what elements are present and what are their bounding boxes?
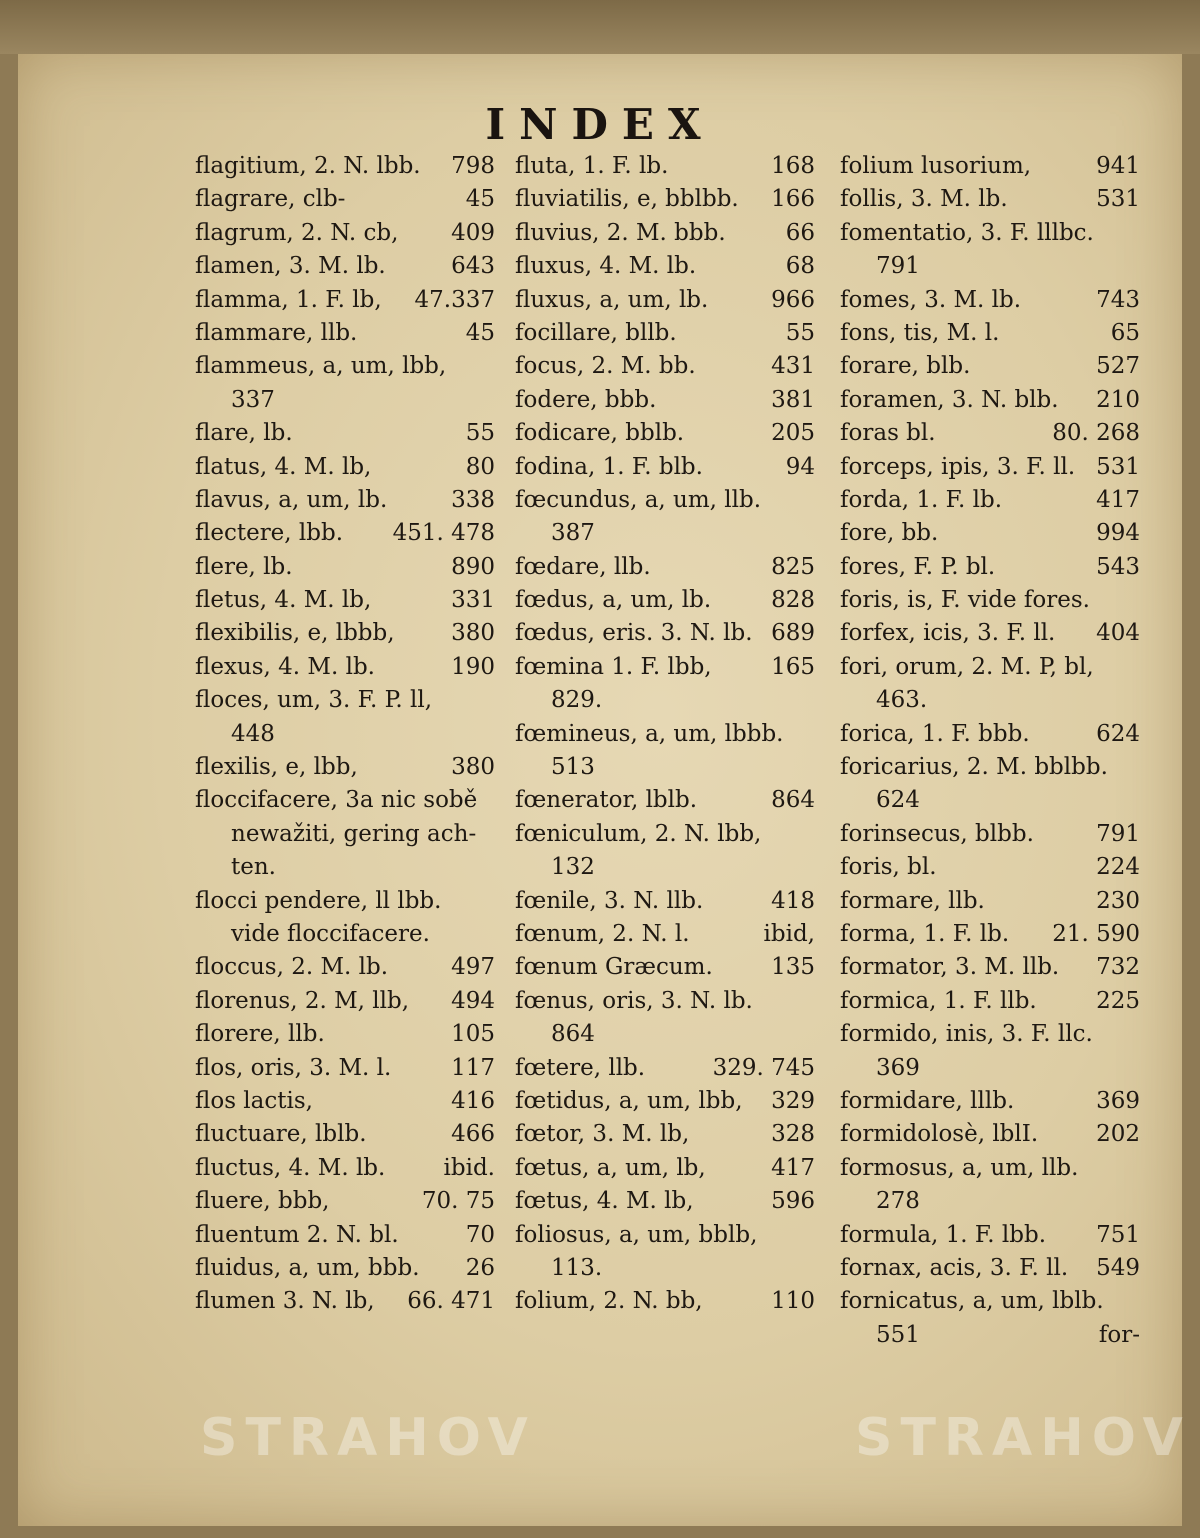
index-term: formidolosè, lblI.: [840, 1121, 1039, 1148]
index-page-ref: 168: [771, 153, 815, 179]
index-term: formare, llb.: [840, 887, 985, 914]
index-page-ref: 417: [771, 1154, 815, 1181]
index-term: fletus, 4. M. lb,: [195, 587, 372, 614]
index-term: flere, lb.: [195, 553, 293, 580]
index-entry: [840, 250, 1140, 283]
index-entry: [840, 183, 1140, 216]
index-entry: [515, 1185, 815, 1218]
index-page-ref: 864: [771, 787, 815, 814]
index-term: flexus, 4. M. lb.: [195, 653, 375, 680]
index-entry: [840, 284, 1140, 317]
index-term: forica, 1. F. bbb.: [840, 720, 1030, 747]
index-term: forfex, icis, 3. F. ll.: [840, 620, 1056, 647]
index-entry: [840, 1152, 1140, 1185]
index-entry: [840, 718, 1140, 751]
index-term: florere, llb.: [195, 1021, 325, 1048]
index-page-ref: 596: [771, 1188, 815, 1215]
index-term: fomes, 3. M. lb.: [840, 286, 1022, 313]
index-page-ref: 381: [771, 386, 815, 413]
index-term: fœdus, eris. 3. N. lb.: [515, 620, 753, 647]
index-page-ref: 70: [465, 1221, 495, 1248]
index-term: 369: [876, 1054, 920, 1081]
page-heading: INDEX: [485, 100, 715, 149]
index-term: 829.: [551, 687, 603, 714]
index-term: flagrare, clb-: [195, 186, 346, 213]
index-entry: [195, 417, 495, 450]
index-page-ref: 404: [1096, 620, 1140, 647]
index-term: fons, tis, M. l.: [840, 319, 1000, 346]
index-term: formosus, a, um, llb.: [840, 1154, 1079, 1181]
index-page-ref: 494: [451, 987, 495, 1014]
index-entry: [840, 1018, 1140, 1051]
index-term: forceps, ipis, 3. F. ll.: [840, 453, 1076, 480]
index-page-ref: 890: [451, 553, 495, 580]
index-column-1: [195, 150, 495, 1319]
index-entry: [195, 1118, 495, 1151]
index-term: formica, 1. F. llb.: [840, 987, 1037, 1014]
index-entry: [195, 1018, 495, 1051]
index-page-ref: 497: [451, 954, 495, 981]
index-page-ref: 166: [771, 186, 815, 213]
index-term: fodere, bbb.: [515, 386, 657, 413]
index-term: fluxus, a, um, lb.: [515, 286, 709, 313]
index-page-ref: 751: [1096, 1221, 1140, 1248]
index-entry: [840, 517, 1140, 550]
index-page-ref: 941: [1096, 153, 1140, 179]
index-term: fodina, 1. F. blb.: [515, 453, 703, 480]
watermark-left: STRAHOV: [200, 1408, 536, 1468]
index-entry: [840, 1285, 1140, 1318]
index-term: 337: [231, 386, 275, 413]
index-page-ref: 210: [1096, 386, 1140, 413]
index-page-ref: 643: [451, 253, 495, 280]
index-page-ref: 331: [451, 587, 495, 614]
index-term: fornax, acis, 3. F. ll.: [840, 1254, 1069, 1281]
index-page-ref: 45: [465, 186, 495, 213]
index-page-ref: 380: [451, 620, 495, 647]
index-term: fluxus, 4. M. lb.: [515, 253, 697, 280]
index-page-ref: 328: [771, 1121, 815, 1148]
index-page-ref: 417: [1096, 486, 1140, 513]
index-term: flos, oris, 3. M. l.: [195, 1054, 392, 1081]
index-entry: [195, 384, 495, 417]
index-term: 113.: [551, 1254, 603, 1281]
index-entry: [515, 150, 815, 183]
index-term: focillare, bllb.: [515, 319, 677, 346]
index-term: fluvius, 2. M. bbb.: [515, 219, 726, 246]
index-entry: [840, 551, 1140, 584]
index-entry: [515, 818, 815, 851]
index-page-ref: 994: [1096, 520, 1140, 547]
index-entry: [515, 651, 815, 684]
index-page-ref: 409: [451, 219, 495, 246]
index-term: folium lusorium,: [840, 153, 1032, 179]
index-entry: [195, 851, 495, 884]
index-entry: [840, 1052, 1140, 1085]
index-entry: [840, 384, 1140, 417]
index-page-ref: 549: [1096, 1254, 1140, 1281]
index-entry: [840, 417, 1140, 450]
index-entry: [195, 150, 495, 183]
index-term: fœnus, oris, 3. N. lb.: [515, 987, 753, 1014]
index-page-ref: 80: [465, 453, 495, 480]
index-term: flocci pendere, ll lbb.: [195, 887, 442, 914]
index-entry: [515, 451, 815, 484]
index-page-ref: 380: [451, 754, 495, 781]
index-entry: [195, 1185, 495, 1218]
index-term: focus, 2. M. bb.: [515, 353, 696, 380]
index-term: flos lactis,: [195, 1087, 313, 1114]
index-page-ref: 624: [1096, 720, 1140, 747]
index-term: florenus, 2. M, llb,: [195, 987, 410, 1014]
index-entry: [840, 584, 1140, 617]
index-term: floces, um, 3. F. P. ll,: [195, 687, 433, 714]
index-entry: [840, 751, 1140, 784]
index-page-ref: 55: [785, 319, 815, 346]
index-term: flexilis, e, lbb,: [195, 754, 358, 781]
index-entry: [515, 217, 815, 250]
index-page-ref: 205: [771, 420, 815, 447]
index-entry: [195, 617, 495, 650]
index-page-ref: 338: [451, 486, 495, 513]
index-term: fœniculum, 2. N. lbb,: [515, 820, 762, 847]
index-term: folium, 2. N. bb,: [515, 1288, 703, 1315]
index-term: fœnerator, lblb.: [515, 787, 698, 814]
index-entry: [515, 918, 815, 951]
index-term: forare, blb.: [840, 353, 971, 380]
index-entry: [195, 985, 495, 1018]
index-page-ref: 225: [1096, 987, 1140, 1014]
index-entry: [195, 484, 495, 517]
index-entry: [840, 684, 1140, 717]
index-page-ref: 66: [785, 219, 815, 246]
index-term: foris, bl.: [840, 854, 937, 881]
index-term: vide floccifacere.: [231, 920, 430, 947]
index-term: fœcundus, a, um, llb.: [515, 486, 762, 513]
index-term: foliosus, a, um, bblb,: [515, 1221, 758, 1248]
index-term: newažiti, gering ach-: [231, 820, 477, 847]
index-page-ref: 224: [1096, 854, 1140, 881]
index-entry: [840, 985, 1140, 1018]
index-term: 463.: [876, 687, 928, 714]
index-page-ref: for-: [1098, 1321, 1140, 1348]
index-term: flare, lb.: [195, 420, 293, 447]
index-entry: [840, 1252, 1140, 1285]
index-term: formido, inis, 3. F. llc.: [840, 1021, 1093, 1048]
index-term: flexibilis, e, lbbb,: [195, 620, 395, 647]
index-page-ref: 26: [465, 1254, 495, 1281]
index-entry: [840, 885, 1140, 918]
index-page-ref: 47.337: [414, 286, 495, 313]
index-page-ref: 68: [785, 253, 815, 280]
watermark-right: STRAHOV: [855, 1408, 1191, 1468]
index-entry: [515, 284, 815, 317]
index-entry: [195, 584, 495, 617]
index-term: follis, 3. M. lb.: [840, 186, 1008, 213]
index-page-ref: 418: [771, 887, 815, 914]
index-term: fœmina 1. F. lbb,: [515, 653, 712, 680]
index-entry: [515, 417, 815, 450]
index-term: flagitium, 2. N. lbb.: [195, 153, 421, 179]
index-term: fluere, bbb,: [195, 1188, 330, 1215]
index-entry: [515, 851, 815, 884]
index-entry: [840, 617, 1140, 650]
index-term: flammare, llb.: [195, 319, 358, 346]
index-term: flatus, 4. M. lb,: [195, 453, 372, 480]
index-term: 132: [551, 854, 595, 881]
index-entry: [515, 885, 815, 918]
index-entry: [195, 1052, 495, 1085]
index-term: forma, 1. F. lb.: [840, 920, 1010, 947]
index-entry: [195, 551, 495, 584]
index-entry: [515, 985, 815, 1018]
index-entry: [195, 1152, 495, 1185]
index-entry: [515, 551, 815, 584]
index-term: formula, 1. F. lbb.: [840, 1221, 1047, 1248]
index-term: floccifacere, 3a nic sobě: [195, 787, 478, 814]
index-entry: [840, 317, 1140, 350]
index-term: foramen, 3. N. blb.: [840, 386, 1059, 413]
index-term: flagrum, 2. N. cb,: [195, 219, 399, 246]
index-entry: [840, 818, 1140, 851]
index-entry: [840, 851, 1140, 884]
index-term: foras bl.: [840, 420, 936, 447]
index-term: flammeus, a, um, lbb,: [195, 353, 447, 380]
index-entry: [840, 1085, 1140, 1118]
index-page-ref: 416: [451, 1087, 495, 1114]
index-page-ref: 66. 471: [407, 1288, 495, 1315]
index-page-ref: 135: [771, 954, 815, 981]
index-page-ref: 165: [771, 653, 815, 680]
index-entry: [195, 918, 495, 951]
index-page-ref: 527: [1096, 353, 1140, 380]
index-entry: [515, 350, 815, 383]
index-entry: [515, 1052, 815, 1085]
index-page-ref: ibid.: [443, 1154, 495, 1181]
index-term: fores, F. P. bl.: [840, 553, 996, 580]
index-term: forda, 1. F. lb.: [840, 486, 1003, 513]
index-page-ref: 369: [1096, 1087, 1140, 1114]
index-term: fœtidus, a, um, lbb,: [515, 1087, 743, 1114]
index-entry: [515, 384, 815, 417]
index-term: fluctuare, lblb.: [195, 1121, 367, 1148]
index-term: floccus, 2. M. lb.: [195, 954, 389, 981]
index-term: 513: [551, 754, 595, 781]
index-page-ref: 80. 268: [1052, 420, 1140, 447]
index-entry: [840, 951, 1140, 984]
index-term: fœnum, 2. N. l.: [515, 920, 690, 947]
index-entry: [195, 350, 495, 383]
index-term: fœnile, 3. N. llb.: [515, 887, 704, 914]
index-entry: [195, 183, 495, 216]
index-entry: [840, 1185, 1140, 1218]
index-entry: [840, 350, 1140, 383]
index-term: fluctus, 4. M. lb.: [195, 1154, 386, 1181]
index-page-ref: 451. 478: [392, 520, 495, 547]
index-entry: [515, 584, 815, 617]
index-entry: [515, 784, 815, 817]
index-page-ref: 431: [771, 353, 815, 380]
index-page-ref: ibid,: [763, 920, 815, 947]
index-entry: [515, 951, 815, 984]
index-entry: [515, 250, 815, 283]
index-entry: [515, 1252, 815, 1285]
index-term: fœtus, 4. M. lb,: [515, 1188, 694, 1215]
index-term: foricarius, 2. M. bblbb.: [840, 754, 1108, 781]
index-entry: [195, 317, 495, 350]
index-term: fœtere, llb.: [515, 1054, 646, 1081]
index-term: fœdare, llb.: [515, 553, 651, 580]
index-entry: [195, 1085, 495, 1118]
index-entry: [840, 784, 1140, 817]
index-entry: [195, 1252, 495, 1285]
index-term: 791: [876, 253, 920, 280]
index-page-ref: 190: [451, 653, 495, 680]
index-page-ref: 94: [785, 453, 815, 480]
index-entry: [195, 718, 495, 751]
index-entry: [515, 517, 815, 550]
index-term: flumen 3. N. lb,: [195, 1288, 375, 1315]
index-term: fluentum 2. N. bl.: [195, 1221, 399, 1248]
index-entry: [195, 217, 495, 250]
index-entry: [515, 1085, 815, 1118]
index-term: fœnum Græcum.: [515, 954, 713, 981]
index-entry: [515, 684, 815, 717]
index-entry: [515, 484, 815, 517]
index-entry: [195, 250, 495, 283]
index-entry: [195, 1285, 495, 1318]
index-page-ref: 825: [771, 553, 815, 580]
index-term: 624: [876, 787, 920, 814]
index-term: flamma, 1. F. lb,: [195, 286, 382, 313]
index-entry: [840, 1219, 1140, 1252]
index-entry: [515, 617, 815, 650]
index-column-2: [515, 150, 815, 1319]
index-entry: [840, 1319, 1140, 1352]
scan-background: [0, 0, 1200, 54]
index-term: 278: [876, 1188, 920, 1215]
index-page-ref: 791: [1096, 820, 1140, 847]
index-entry: [840, 651, 1140, 684]
index-term: fœtus, a, um, lb,: [515, 1154, 706, 1181]
index-term: 864: [551, 1021, 595, 1048]
index-page-ref: 70. 75: [421, 1188, 495, 1215]
index-page-ref: 21. 590: [1052, 920, 1140, 947]
index-entry: [515, 1152, 815, 1185]
index-entry: [515, 1118, 815, 1151]
index-page-ref: 543: [1096, 553, 1140, 580]
index-entry: [840, 918, 1140, 951]
index-term: flectere, lbb.: [195, 520, 344, 547]
index-page-ref: 531: [1096, 453, 1140, 480]
index-entry: [515, 1219, 815, 1252]
index-entry: [195, 651, 495, 684]
index-page-ref: 689: [771, 620, 815, 647]
index-page-ref: 202: [1096, 1121, 1140, 1148]
index-page-ref: 732: [1096, 954, 1140, 981]
index-entry: [840, 1118, 1140, 1151]
index-page-ref: 329. 745: [712, 1054, 815, 1081]
index-page-ref: 117: [451, 1054, 495, 1081]
index-entry: [515, 317, 815, 350]
index-entry: [195, 284, 495, 317]
index-entry: [195, 684, 495, 717]
index-term: 448: [231, 720, 275, 747]
index-term: formidare, lllb.: [840, 1087, 1015, 1114]
index-term: fore, bb.: [840, 520, 939, 547]
index-term: fœdus, a, um, lb.: [515, 587, 712, 614]
index-entry: [515, 1018, 815, 1051]
index-page-ref: 230: [1096, 887, 1140, 914]
index-term: ten.: [231, 854, 276, 881]
index-term: fori, orum, 2. M. P, bl,: [840, 653, 1094, 680]
index-term: fluidus, a, um, bbb.: [195, 1254, 420, 1281]
index-term: forinsecus, blbb.: [840, 820, 1034, 847]
index-page-ref: 55: [465, 420, 495, 447]
index-term: formator, 3. M. llb.: [840, 954, 1060, 981]
index-page-ref: 743: [1096, 286, 1140, 313]
index-entry: [195, 951, 495, 984]
index-entry: [840, 217, 1140, 250]
index-page-ref: 45: [465, 319, 495, 346]
index-term: flavus, a, um, lb.: [195, 486, 388, 513]
index-term: foris, is, F. vide fores.: [840, 587, 1090, 614]
index-term: fœtor, 3. M. lb,: [515, 1121, 690, 1148]
index-entry: [840, 150, 1140, 183]
index-page-ref: 329: [771, 1087, 815, 1114]
index-entry: [195, 1219, 495, 1252]
index-entry: [840, 451, 1140, 484]
index-page-ref: 65: [1110, 319, 1140, 346]
index-page-ref: 966: [771, 286, 815, 313]
index-page-ref: 531: [1096, 186, 1140, 213]
index-term: flamen, 3. M. lb.: [195, 253, 386, 280]
index-page-ref: 110: [771, 1288, 815, 1315]
index-entry: [195, 885, 495, 918]
index-term: fomentatio, 3. F. lllbc.: [840, 219, 1094, 246]
index-page-ref: 828: [771, 587, 815, 614]
index-page-ref: 105: [451, 1021, 495, 1048]
index-term: fornicatus, a, um, lblb.: [840, 1288, 1104, 1315]
index-term: 387: [551, 520, 595, 547]
index-entry: [515, 1285, 815, 1318]
index-page-ref: 466: [451, 1121, 495, 1148]
index-page-ref: 798: [451, 153, 495, 179]
index-term: fodicare, bblb.: [515, 420, 685, 447]
index-entry: [195, 751, 495, 784]
index-term: fluviatilis, e, bblbb.: [515, 186, 739, 213]
index-entry: [515, 183, 815, 216]
index-entry: [195, 818, 495, 851]
index-entry: [195, 451, 495, 484]
index-entry: [195, 517, 495, 550]
index-entry: [840, 484, 1140, 517]
index-term: fluta, 1. F. lb.: [515, 153, 669, 179]
index-entry: [195, 784, 495, 817]
index-column-3: [840, 150, 1140, 1352]
index-term: 551: [876, 1321, 920, 1348]
index-entry: [515, 718, 815, 751]
index-term: fœmineus, a, um, lbbb.: [515, 720, 784, 747]
index-entry: [515, 751, 815, 784]
